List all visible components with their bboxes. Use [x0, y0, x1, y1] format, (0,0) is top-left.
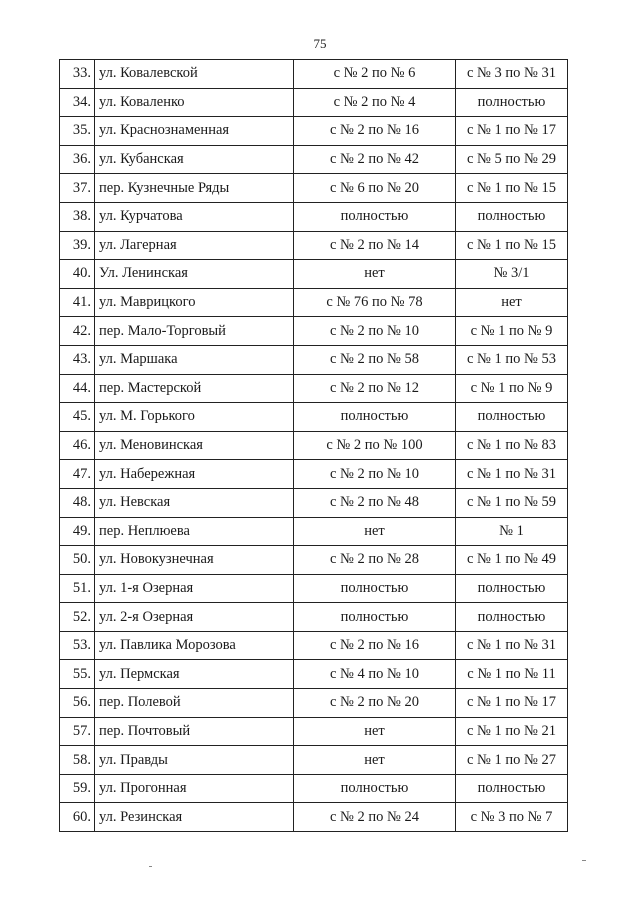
table-row [60, 460, 568, 489]
even-houses: нет [294, 717, 456, 746]
table-row [60, 260, 568, 289]
even-houses: с № 2 по № 16 [294, 631, 456, 660]
row-number: 58. [60, 746, 95, 775]
even-houses: с № 2 по № 12 [294, 374, 456, 403]
street-name: Ул. Ленинская [95, 260, 294, 289]
street-name: ул. М. Горького [95, 403, 294, 432]
odd-houses: с № 3 по № 7 [456, 803, 568, 832]
table-row [60, 88, 568, 117]
odd-houses: с № 1 по № 27 [456, 746, 568, 775]
even-houses: полностью [294, 202, 456, 231]
streets-table [59, 59, 568, 832]
odd-houses: с № 1 по № 11 [456, 660, 568, 689]
street-name: ул. 2-я Озерная [95, 603, 294, 632]
street-name: ул. Новокузнечная [95, 546, 294, 575]
row-number: 60. [60, 803, 95, 832]
even-houses: нет [294, 260, 456, 289]
even-houses: с № 2 по № 20 [294, 689, 456, 718]
row-number: 35. [60, 117, 95, 146]
odd-houses: с № 1 по № 31 [456, 460, 568, 489]
table-row [60, 546, 568, 575]
even-houses: нет [294, 746, 456, 775]
street-name: пер. Кузнечные Ряды [95, 174, 294, 203]
row-number: 50. [60, 546, 95, 575]
odd-houses: с № 5 по № 29 [456, 145, 568, 174]
odd-houses: с № 1 по № 15 [456, 231, 568, 260]
street-name: ул. Резинская [95, 803, 294, 832]
street-name: пер. Почтовый [95, 717, 294, 746]
street-name: ул. Набережная [95, 460, 294, 489]
odd-houses: полностью [456, 574, 568, 603]
table-row [60, 174, 568, 203]
table-body [60, 60, 568, 832]
even-houses: полностью [294, 574, 456, 603]
street-name: ул. 1-я Озерная [95, 574, 294, 603]
street-name: ул. Пермская [95, 660, 294, 689]
table-row [60, 603, 568, 632]
even-houses: с № 4 по № 10 [294, 660, 456, 689]
row-number: 45. [60, 403, 95, 432]
row-number: 55. [60, 660, 95, 689]
street-name: пер. Неплюева [95, 517, 294, 546]
even-houses: с № 2 по № 4 [294, 88, 456, 117]
street-name: пер. Мастерской [95, 374, 294, 403]
odd-houses: полностью [456, 774, 568, 803]
even-houses: с № 2 по № 42 [294, 145, 456, 174]
row-number: 44. [60, 374, 95, 403]
even-houses: с № 2 по № 58 [294, 345, 456, 374]
even-houses: с № 2 по № 100 [294, 431, 456, 460]
odd-houses: полностью [456, 403, 568, 432]
even-houses: полностью [294, 403, 456, 432]
even-houses: с № 2 по № 16 [294, 117, 456, 146]
odd-houses: № 1 [456, 517, 568, 546]
row-number: 40. [60, 260, 95, 289]
odd-houses: с № 1 по № 9 [456, 374, 568, 403]
odd-houses: с № 1 по № 31 [456, 631, 568, 660]
odd-houses: с № 1 по № 9 [456, 317, 568, 346]
table-row [60, 317, 568, 346]
row-number: 57. [60, 717, 95, 746]
street-name: ул. Лагерная [95, 231, 294, 260]
even-houses: полностью [294, 774, 456, 803]
table-row [60, 60, 568, 89]
street-name: ул. Кубанская [95, 145, 294, 174]
row-number: 42. [60, 317, 95, 346]
street-name: ул. Меновинская [95, 431, 294, 460]
even-houses: с № 2 по № 24 [294, 803, 456, 832]
street-name: ул. Маврицкого [95, 288, 294, 317]
row-number: 52. [60, 603, 95, 632]
scan-mark [582, 860, 586, 861]
even-houses: нет [294, 517, 456, 546]
row-number: 47. [60, 460, 95, 489]
odd-houses: с № 1 по № 53 [456, 345, 568, 374]
row-number: 34. [60, 88, 95, 117]
odd-houses: с № 1 по № 17 [456, 689, 568, 718]
table-row [60, 803, 568, 832]
row-number: 33. [60, 60, 95, 89]
even-houses: с № 2 по № 10 [294, 460, 456, 489]
table-row [60, 202, 568, 231]
table-row [60, 403, 568, 432]
even-houses: с № 2 по № 48 [294, 488, 456, 517]
odd-houses: с № 1 по № 83 [456, 431, 568, 460]
table-row [60, 517, 568, 546]
row-number: 59. [60, 774, 95, 803]
odd-houses: № 3/1 [456, 260, 568, 289]
row-number: 39. [60, 231, 95, 260]
street-name: ул. Курчатова [95, 202, 294, 231]
odd-houses: с № 1 по № 59 [456, 488, 568, 517]
street-name: ул. Ковалевской [95, 60, 294, 89]
table-row [60, 746, 568, 775]
odd-houses: с № 1 по № 21 [456, 717, 568, 746]
table-row [60, 117, 568, 146]
table-row [60, 689, 568, 718]
street-name: ул. Невская [95, 488, 294, 517]
street-name: ул. Краснознаменная [95, 117, 294, 146]
table-row [60, 488, 568, 517]
even-houses: с № 76 по № 78 [294, 288, 456, 317]
table-row [60, 345, 568, 374]
even-houses: с № 2 по № 28 [294, 546, 456, 575]
odd-houses: с № 1 по № 49 [456, 546, 568, 575]
table-row [60, 660, 568, 689]
row-number: 43. [60, 345, 95, 374]
odd-houses: нет [456, 288, 568, 317]
odd-houses: с № 1 по № 17 [456, 117, 568, 146]
odd-houses: полностью [456, 603, 568, 632]
table-row [60, 231, 568, 260]
row-number: 41. [60, 288, 95, 317]
table-row [60, 631, 568, 660]
street-name: ул. Маршака [95, 345, 294, 374]
row-number: 49. [60, 517, 95, 546]
row-number: 48. [60, 488, 95, 517]
street-name: ул. Павлика Морозова [95, 631, 294, 660]
odd-houses: полностью [456, 88, 568, 117]
table-row [60, 574, 568, 603]
row-number: 37. [60, 174, 95, 203]
even-houses: с № 2 по № 6 [294, 60, 456, 89]
row-number: 46. [60, 431, 95, 460]
table-row [60, 717, 568, 746]
table-row [60, 431, 568, 460]
even-houses: с № 2 по № 14 [294, 231, 456, 260]
odd-houses: с № 1 по № 15 [456, 174, 568, 203]
row-number: 56. [60, 689, 95, 718]
street-name: пер. Полевой [95, 689, 294, 718]
street-name: ул. Прогонная [95, 774, 294, 803]
street-name: пер. Мало-Торговый [95, 317, 294, 346]
row-number: 36. [60, 145, 95, 174]
row-number: 53. [60, 631, 95, 660]
row-number: 38. [60, 202, 95, 231]
odd-houses: с № 3 по № 31 [456, 60, 568, 89]
even-houses: с № 6 по № 20 [294, 174, 456, 203]
even-houses: полностью [294, 603, 456, 632]
page-number: 75 [313, 36, 327, 51]
scan-mark [149, 866, 152, 867]
even-houses: с № 2 по № 10 [294, 317, 456, 346]
row-number: 51. [60, 574, 95, 603]
street-name: ул. Коваленко [95, 88, 294, 117]
street-name: ул. Правды [95, 746, 294, 775]
odd-houses: полностью [456, 202, 568, 231]
table-row [60, 145, 568, 174]
table-row [60, 774, 568, 803]
table-row [60, 374, 568, 403]
table-row [60, 288, 568, 317]
